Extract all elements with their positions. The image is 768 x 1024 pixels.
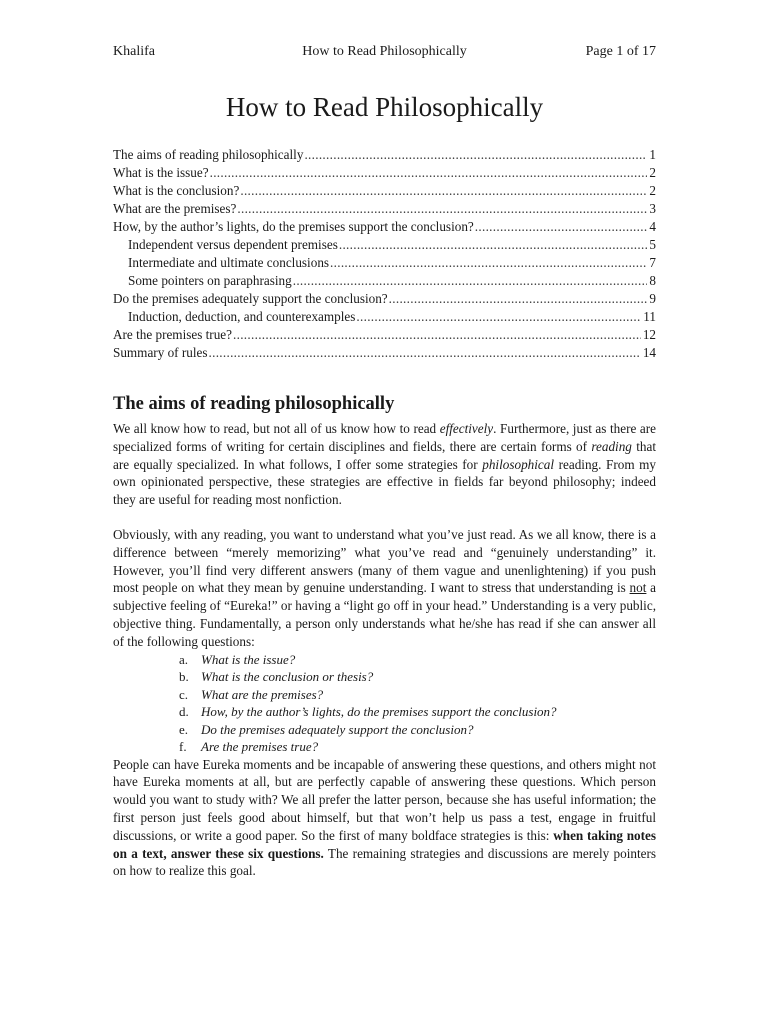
toc-entry-text: Independent versus dependent premises [128, 237, 338, 252]
text-run: We all know how to read, but not all of us know how to read [113, 421, 440, 436]
toc-entry-page: 9 [649, 291, 656, 306]
header-page-number: Page 1 of 17 [585, 44, 656, 59]
toc-entry[interactable] [113, 146, 656, 164]
toc-entry[interactable] [113, 290, 656, 308]
toc-leader [209, 344, 641, 362]
toc-entry[interactable] [113, 218, 656, 236]
text-run: a subjective feeling of “Eureka!” or having a “light go off in your head.” Understanding is a very public, objective thing. Fundamentally, a person only understands what he/she has read if she can answer all of the following questions: [113, 580, 656, 649]
paragraph-intro [113, 420, 656, 509]
toc-entry-text: Do the premises adequately support the conclusion? [113, 291, 388, 306]
toc-leader [475, 218, 648, 236]
running-header [113, 40, 656, 60]
toc-leader [356, 308, 641, 326]
toc-leader [240, 182, 647, 200]
toc-subentry[interactable] [113, 272, 656, 290]
list-marker: d. [179, 704, 189, 720]
toc-entry-page: 14 [642, 345, 656, 360]
question-text: What is the issue? [201, 651, 296, 667]
toc-subentry[interactable] [113, 236, 656, 254]
toc-entry-text: Are the premises true? [113, 327, 233, 342]
list-marker: e. [179, 721, 189, 737]
toc-leader [339, 236, 648, 254]
list-item [179, 686, 656, 704]
toc-entry-text: Induction, deduction, and counterexamples [128, 309, 356, 324]
toc-entry-page: 3 [649, 201, 656, 216]
text-run: that are equally specialized. In what follows, I offer some strategies for [113, 438, 657, 472]
text-run: Obviously, with any reading, you want to understand what you’ve just read. As we all know, there is a difference between “merely memorizing” what you’ve read and “genuinely understanding” it. However, you’ll find very different answers (many of them vague and unenlightening) if you push most people on what they mean by genuine understanding. I want to stress that understanding is [113, 526, 656, 596]
question-text: What is the conclusion or thesis? [201, 669, 374, 685]
toc-entry-text: What is the issue? [113, 165, 209, 180]
question-text: Are the premises true? [201, 739, 319, 755]
toc-entry-text: Summary of rules [113, 345, 208, 360]
toc-leader [293, 272, 648, 290]
list-marker: b. [179, 669, 189, 685]
toc-leader [330, 254, 647, 272]
toc-entry[interactable] [113, 182, 656, 200]
toc-entry[interactable] [113, 344, 656, 362]
toc-entry-page: 12 [642, 327, 656, 342]
toc-leader [304, 146, 647, 164]
list-item [179, 651, 656, 669]
boldface-rule: when taking notes on a text, answer these six questions. [113, 827, 656, 861]
question-text: How, by the author’s lights, do the premises support the conclusion? [201, 704, 557, 720]
toc-leader [237, 200, 647, 218]
toc-leader [233, 326, 641, 344]
list-marker: f. [179, 739, 187, 755]
list-marker: c. [179, 686, 189, 702]
toc-leader [389, 290, 648, 308]
toc-entry[interactable] [113, 326, 656, 344]
text-run: People can have Eureka moments and be incapable of answering these questions, and others might not have Eureka moments at all, but are perfectly capable of answering these questions. Which person would you want to study with? We all prefer the latter person, because she has useful information; the first person just feels good about himself, but that won’t help us pass a test, engage in fruitful discussions, or write a good paper. So the first of many boldface strategies is this: [113, 756, 656, 843]
toc-entry-text: The aims of reading philosophically [113, 147, 304, 162]
toc-entry-text: Some pointers on paraphrasing [128, 273, 292, 288]
question-text: What are the premises? [201, 686, 324, 702]
toc-leader [210, 164, 648, 182]
toc-entry-page: 2 [649, 183, 656, 198]
emphasis: philosophical [482, 456, 555, 472]
text-run: reading. From my own opinionated perspective, these strategies are effective in fields far beyond philosophy; indeed they are useful for reading most nonfiction. [113, 456, 656, 508]
text-run: . Furthermore, just as there are specialized forms of writing for certain disciplines and fields, there are certain forms of [113, 421, 656, 454]
text-run: The remaining strategies and discussions are merely pointers on how to realize this goal. [113, 845, 656, 879]
toc-entry[interactable] [113, 164, 656, 182]
header-author: Khalifa [113, 44, 155, 59]
table-of-contents [113, 146, 656, 362]
list-item [179, 738, 656, 756]
list-item [179, 703, 656, 721]
question-text: Do the premises adequately support the conclusion? [201, 721, 474, 737]
toc-entry-page: 5 [649, 237, 656, 252]
paragraph-understanding [113, 526, 656, 651]
toc-entry-page: 11 [643, 309, 656, 324]
questions-list [113, 651, 656, 756]
toc-entry-text: What is the conclusion? [113, 183, 240, 198]
toc-subentry[interactable] [113, 308, 656, 326]
document-title: How to Read Philosophically [225, 92, 544, 122]
list-item [179, 721, 656, 739]
header-title: How to Read Philosophically [302, 44, 467, 59]
section-heading: The aims of reading philosophically [113, 394, 395, 414]
toc-entry-page: 4 [649, 219, 656, 234]
paragraph-eureka [113, 756, 656, 881]
toc-subentry[interactable] [113, 254, 656, 272]
emphasis: effectively [439, 421, 494, 436]
toc-entry-page: 2 [649, 165, 656, 180]
toc-entry-text: How, by the author’s lights, do the premises support the conclusion? [113, 219, 474, 234]
toc-entry[interactable] [113, 200, 656, 218]
emphasis: reading [591, 438, 632, 454]
toc-entry-text: Intermediate and ultimate conclusions [128, 255, 330, 270]
toc-entry-page: 7 [649, 255, 656, 270]
underlined-word: not [629, 580, 647, 596]
list-item [179, 668, 656, 686]
toc-entry-page: 8 [649, 273, 656, 288]
toc-entry-text: What are the premises? [113, 201, 237, 216]
toc-entry-page: 1 [649, 147, 656, 162]
list-marker: a. [179, 651, 189, 667]
